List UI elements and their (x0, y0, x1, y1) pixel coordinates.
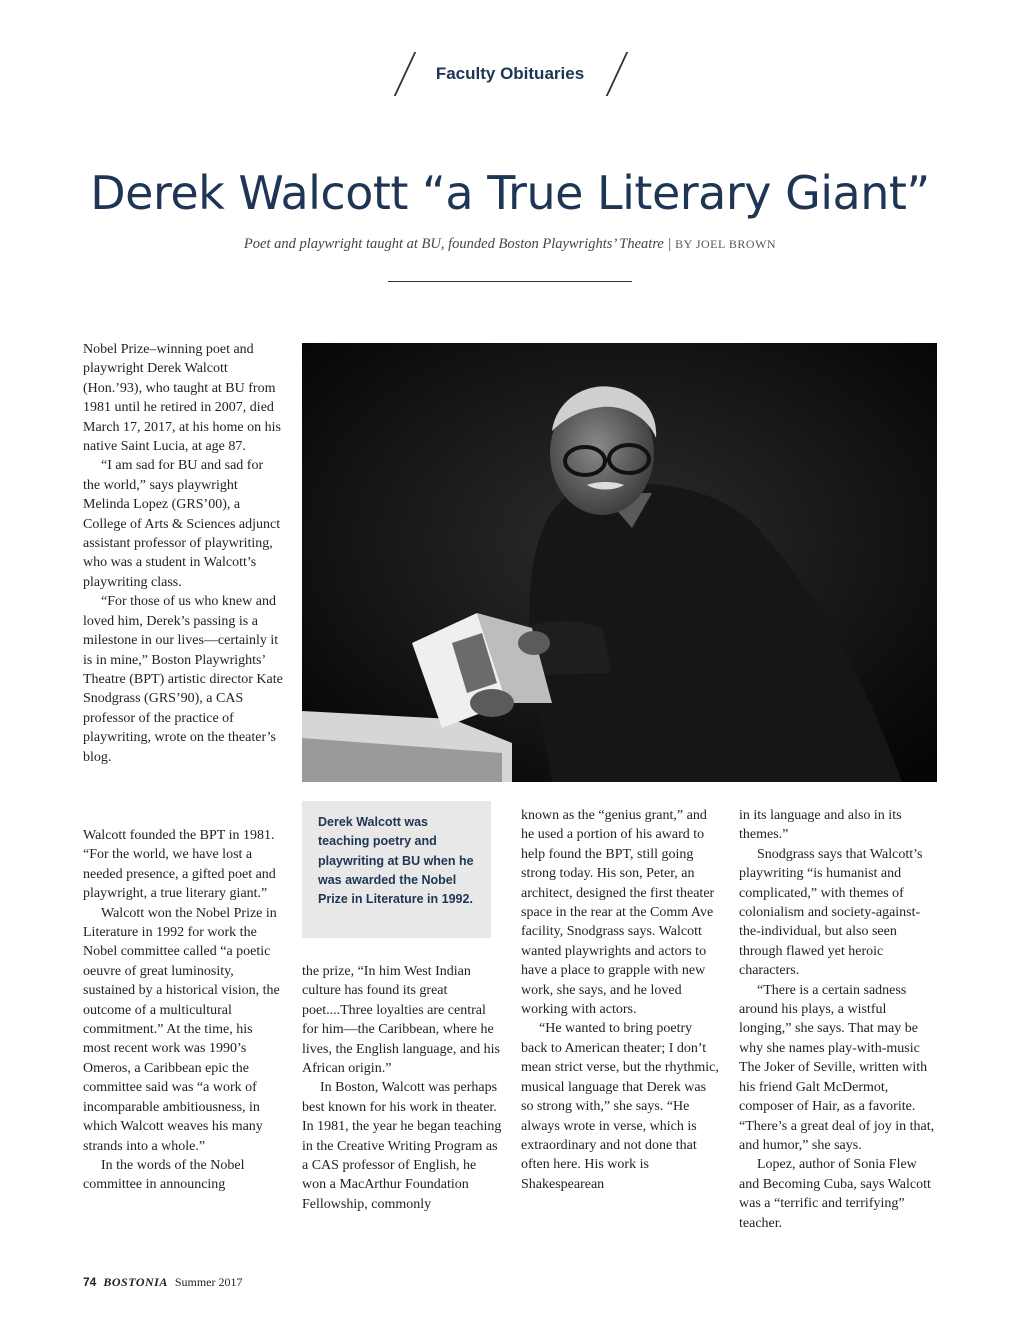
headline: Derek Walcott “a True Literary Giant” (90, 166, 930, 220)
paragraph: known as the “genius grant,” and he used a portion of his award to help found the BPT, still going strong today. His son, Peter, an architect, designed the first theater space in the rear at the Comm Ave facility, Snodgrass says. Walcott wanted playwrights and actors to have a place to grapple with new work, she says, and he loved working with actors. (521, 808, 715, 1018)
column-3 (521, 806, 721, 1194)
column-1-top (83, 340, 283, 767)
section-title: Faculty Obituaries (435, 64, 585, 83)
paragraph: In Boston, Walcott was perhaps best known for his work in theater. In 1981, the year he began teaching in the Creative Writing Program as a CAS professor of English, he won a MacArthur Foundation Fellowship, commonly (302, 1080, 502, 1212)
issue-date: Summer 2017 (174, 1275, 243, 1289)
column-4 (739, 806, 939, 1233)
paragraph: Lopez, author of Sonia Flew and Becoming Cuba, says Walcott was a “terrific and terrifying” teacher. (739, 1157, 931, 1231)
dek (0, 236, 1020, 253)
photo-caption: Derek Walcott was teaching poetry and playwriting at BU when he was awarded the Nobel Prize in Literature in 1992. (302, 801, 491, 938)
paragraph: Walcott founded the BPT in 1981. “For the world, we have lost a needed presence, a gifted poet and playwright, a true literary giant.” (83, 828, 276, 902)
paragraph: “He wanted to bring poetry back to American theater; I don’t mean strict verse, but the rhythmic, musical language that Derek was so strong with,” she says. “He always wrote in verse, which is extraordinary and not done that often here. His work is Shakespearean (521, 1021, 719, 1192)
magazine-name: BOSTONIA (103, 1275, 168, 1289)
byline: BY JOEL BROWN (675, 237, 777, 251)
column-2 (302, 962, 502, 1214)
paragraph: In the words of the Nobel committee in announcing (83, 1157, 245, 1193)
page-footer (83, 1275, 243, 1290)
paragraph: Nobel Prize–winning poet and playwright Derek Walcott (Hon.’93), who taught at BU from 1981 until he retired in 2007, died March 17, 2017, at his home on his native Saint Lucia, at age 87. (83, 342, 281, 455)
dek-text: Poet and playwright taught at BU, founded Boston Playwrights’ Theatre (243, 236, 664, 252)
dek-separator: | (667, 236, 676, 252)
paragraph: in its language and also in its themes.” (739, 808, 902, 843)
column-1-bottom (83, 826, 283, 1195)
paragraph: the prize, “In him West Indian culture has found its great poet....Three loyalties are central for him—the Caribbean, where he lives, the English language, and his African origin.” (302, 964, 500, 1077)
section-header (0, 52, 1020, 96)
portrait-photo (302, 343, 937, 782)
headline-rule (388, 281, 632, 282)
paragraph: “I am sad for BU and sad for the world,” says playwright Melinda Lopez (GRS’00), a College of Arts & Sciences adjunct assistant professor of playwriting, who was a student in Walcott’s playwriting class. (83, 458, 281, 590)
paragraph: “There is a certain sadness around his plays, a wistful longing,” she says. That may be why she names play-with-music The Joker of Seville, written with his friend Galt McDermot, composer of Hair, as a favorite. “There’s a great deal of joy in that, and humor,” she says. (739, 982, 935, 1153)
paragraph: “For those of us who knew and loved him, Derek’s passing is a milestone in our lives—certainly it is in mine,” Boston Playwrights’ Theatre (BPT) artistic director Kate Snodgrass (GRS’90), a CAS professor of the practice of playwriting, wrote on the theater’s blog. (83, 594, 283, 765)
paragraph: Walcott won the Nobel Prize in Literature in 1992 for work the Nobel committee called “a poetic oeuvre of great luminosity, sustained by a historical vision, the outcome of a multicultural commitment.” At the time, his most recent work was 1990’s Omeros, a Caribbean epic the committee said was “a work of incomparable ambitiousness, in which Walcott weaves his many strands into a whole.” (83, 905, 280, 1154)
page-number: 74 (83, 1275, 97, 1289)
paragraph: Snodgrass says that Walcott’s playwriting “is humanist and complicated,” with themes of colonialism and society-against-the-individual, but also seen through flawed yet heroic characters. (739, 846, 923, 979)
